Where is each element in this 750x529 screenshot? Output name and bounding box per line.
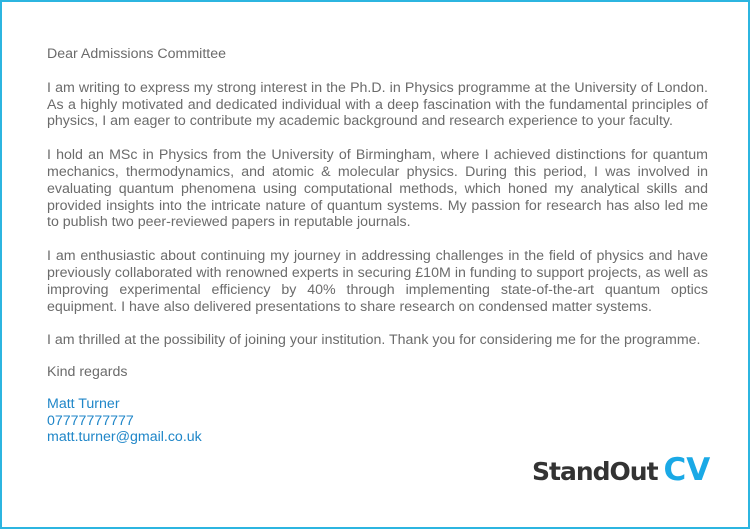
greeting: Dear Admissions Committee [47,46,226,62]
logo-brand-text: StandOut [532,457,658,486]
paragraph-introduction: I am writing to express my strong interest in the Ph.D. in Physics programme at the University of London. As a highly motivated and dedicated individual with a deep fascination with the fundamental principles of physics, I am eager to contribute my academic background and research experience to your faculty. [47,79,708,130]
signature-email: matt.turner@gmail.co.uk [47,429,202,446]
letter-body [47,46,708,446]
paragraph-education: I hold an MSc in Physics from the University of Birmingham, where I achieved distinctions for quantum mechanics, thermodynamics, and atomic & molecular physics. During this period, I was involved in evaluating quantum phenomena using computational methods, which honed my analytical skills and provided insights into the intricate nature of quantum systems. My passion for research has also led me to publish two peer-reviewed papers in reputable journals. [47,147,708,231]
signature-block [47,396,708,446]
closing-line: I am thrilled at the possibility of joining your institution. Thank you for considering me for the programme. [47,332,701,349]
paragraph-experience: I am enthusiastic about continuing my journey in addressing challenges in the field of physics and have previously collaborated with renowned experts in securing £10M in funding to support projects, as well as improving experimental efficiency by 40% through implementing state-of-the-art quantum optics equipment. I have also delivered presentations to share research on condensed matter systems. [47,248,708,315]
signoff: Kind regards [47,364,128,381]
signature-name: Matt Turner [47,395,120,412]
signature-phone: 07777777777 [47,412,134,429]
logo-accent-text: CV [663,452,711,488]
standout-cv-logo [532,452,710,488]
